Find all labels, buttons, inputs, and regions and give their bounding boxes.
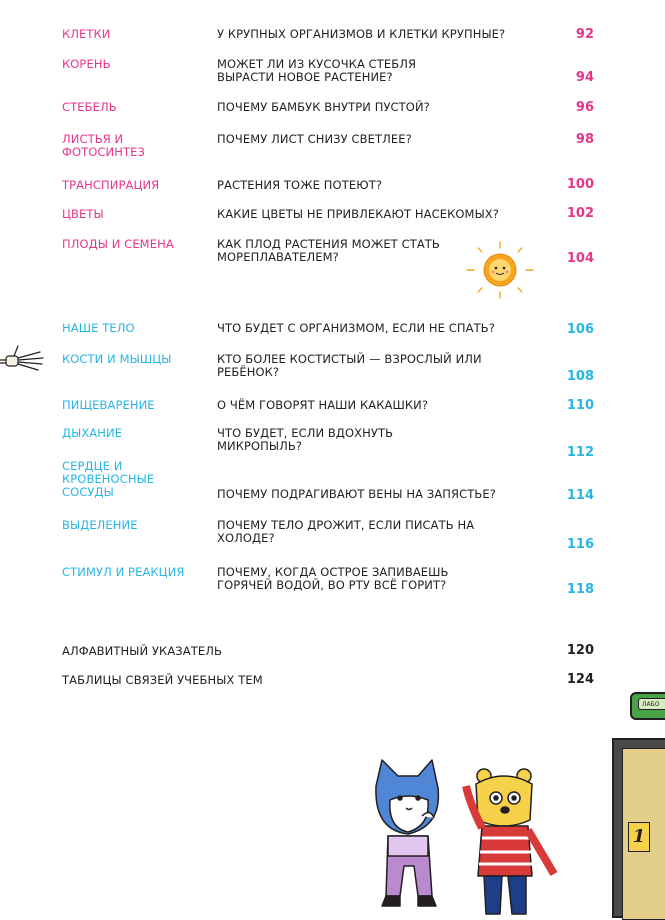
toc-appendix-label: АЛФАВИТНЫЙ УКАЗАТЕЛЬ: [62, 644, 222, 658]
toc-page-number: 118: [566, 582, 594, 597]
toc-page-number: 104: [566, 251, 594, 266]
toc-topic: НАШЕ ТЕЛО: [62, 321, 135, 335]
lab-sign-label: ЛАБО: [638, 698, 665, 710]
toc-topic: ДЫХАНИЕ: [62, 426, 123, 440]
toc-page-number: 102: [566, 206, 594, 221]
toc-page-number: 98: [575, 132, 594, 147]
toc-question: У КРУПНЫХ ОРГАНИЗМОВ И КЛЕТКИ КРУПНЫЕ?: [217, 27, 506, 41]
toc-topic: СТИМУЛ И РЕАКЦИЯ: [62, 565, 185, 579]
toc-topic: КОСТИ И МЫШЦЫ: [62, 352, 172, 366]
toc-question: КАКИЕ ЦВЕТЫ НЕ ПРИВЛЕКАЮТ НАСЕКОМЫХ?: [217, 207, 499, 221]
toc-question: РАСТЕНИЯ ТОЖЕ ПОТЕЮТ?: [217, 178, 383, 192]
toc-question: ПОЧЕМУ ПОДРАГИВАЮТ ВЕНЫ НА ЗАПЯСТЬЕ?: [217, 487, 496, 501]
toc-question: ПОЧЕМУ ЛИСТ СНИЗУ СВЕТЛЕЕ?: [217, 132, 412, 146]
toc-question: ПОЧЕМУ, КОГДА ОСТРОЕ ЗАПИВАЕШЬ ГОРЯЧЕЙ ВОДОЙ, ВО РТУ ВСЁ ГОРИТ?: [217, 565, 449, 592]
toc-page-number: 120: [566, 643, 594, 658]
toc-question: ЧТО БУДЕТ, ЕСЛИ ВДОХНУТЬ МИКРОПЫЛЬ?: [217, 426, 394, 453]
toc-question: МОЖЕТ ЛИ ИЗ КУСОЧКА СТЕБЛЯ ВЫРАСТИ НОВОЕ РАСТЕНИЕ?: [217, 57, 417, 84]
toc-page-number: 124: [566, 672, 594, 687]
toc-topic: СТЕБЕЛЬ: [62, 100, 117, 114]
board-number: 1: [628, 822, 650, 852]
toc-page-number: 112: [566, 445, 594, 460]
toc-question: ПОЧЕМУ БАМБУК ВНУТРИ ПУСТОЙ?: [217, 100, 430, 114]
toc-page-number: 116: [566, 537, 594, 552]
toc-page-number: 100: [566, 177, 594, 192]
toc-page-number: 106: [566, 322, 594, 337]
toc-question: КТО БОЛЕЕ КОСТИСТЫЙ — ВЗРОСЛЫЙ ИЛИ РЕБЁНОК?: [217, 352, 482, 379]
toc-question: ЧТО БУДЕТ С ОРГАНИЗМОМ, ЕСЛИ НЕ СПАТЬ?: [217, 321, 495, 335]
toc-topic: КОРЕНЬ: [62, 57, 111, 71]
bear-character-illustration: [462, 764, 560, 918]
toc-page-number: 114: [566, 488, 594, 503]
toc-page-number: 108: [566, 369, 594, 384]
toc-page-number: 92: [575, 27, 594, 42]
toc-topic: ТРАНСПИРАЦИЯ: [62, 178, 160, 192]
toc-topic: ЦВЕТЫ: [62, 207, 104, 221]
toc-question: КАК ПЛОД РАСТЕНИЯ МОЖЕТ СТАТЬ МОРЕПЛАВАТЕЛЕМ?: [217, 237, 440, 264]
toc-topic: ПЛОДЫ И СЕМЕНА: [62, 237, 174, 251]
cat-character-illustration: [368, 756, 448, 918]
toc-topic: ПИЩЕВАРЕНИЕ: [62, 398, 155, 412]
lab-sign-illustration: [630, 692, 665, 720]
toc-topic: ЛИСТЬЯ И ФОТОСИНТЕЗ: [62, 132, 145, 159]
toc-page-number: 110: [566, 398, 594, 413]
toc-question: ПОЧЕМУ ТЕЛО ДРОЖИТ, ЕСЛИ ПИСАТЬ НА ХОЛОДЕ?: [217, 518, 475, 545]
board-illustration: [612, 738, 665, 918]
toc-topic: ВЫДЕЛЕНИЕ: [62, 518, 138, 532]
toc-question: О ЧЁМ ГОВОРЯТ НАШИ КАКАШКИ?: [217, 398, 429, 412]
toc-page-number: 94: [575, 70, 594, 85]
sun-illustration: [462, 238, 538, 304]
skeleton-hand-illustration: [0, 336, 48, 384]
toc-appendix-label: ТАБЛИЦЫ СВЯЗЕЙ УЧЕБНЫХ ТЕМ: [62, 673, 263, 687]
toc-page-number: 96: [575, 100, 594, 115]
toc-topic: СЕРДЦЕ И КРОВЕНОСНЫЕ СОСУДЫ: [62, 459, 155, 499]
toc-topic: КЛЕТКИ: [62, 27, 111, 41]
